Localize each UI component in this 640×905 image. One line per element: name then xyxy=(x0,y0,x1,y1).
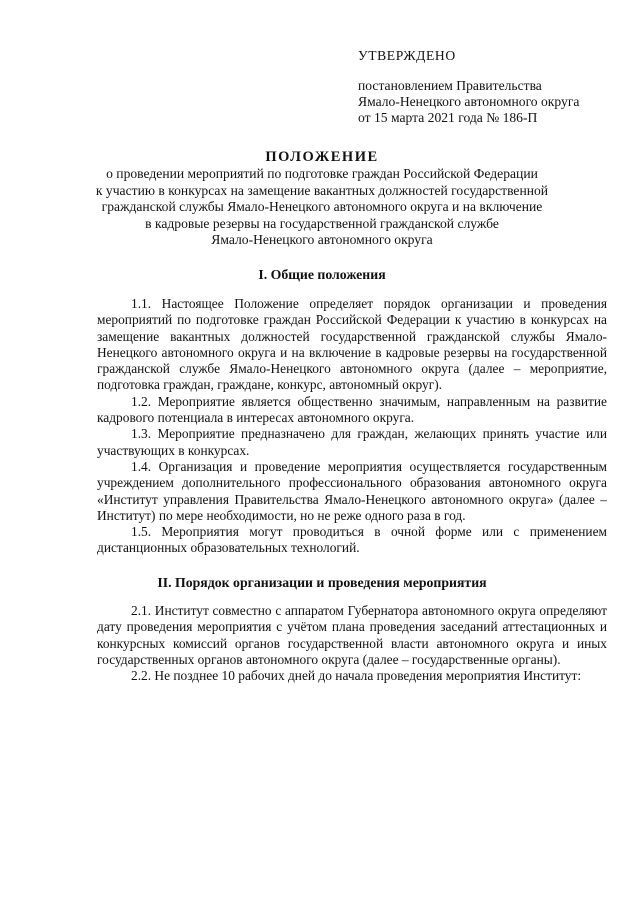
paragraph-2-1: 2.1. Институт совместно с аппаратом Губернатора автономного округа определяют дату проведения мероприятия с учётом плана проведения заседаний аттестационных и конкурсных комиссий органов государственной власти автономного округа и иных государственных органов автономного округа (далее – государственные органы). xyxy=(97,603,607,667)
approval-stamp xyxy=(358,48,608,126)
approval-line: от 15 марта 2021 года № 186-П xyxy=(358,110,538,125)
document-subtitle xyxy=(80,166,564,249)
subtitle-line: о проведении мероприятий по подготовке граждан Российской Федерации xyxy=(106,166,538,181)
paragraph-2-2: 2.2. Не позднее 10 рабочих дней до начала проведения мероприятия Институт: xyxy=(131,668,582,684)
document-title: ПОЛОЖЕНИЕ xyxy=(265,149,379,165)
subtitle-line: Ямало-Ненецкого автономного округа xyxy=(211,232,433,247)
document-title-block xyxy=(80,149,564,249)
paragraph-1-5: 1.5. Мероприятия могут проводиться в очной форме или с применением дистанционных образовательных технологий. xyxy=(97,524,607,556)
section-procedure-body xyxy=(97,603,607,684)
subtitle-line: в кадровые резервы на государственной гражданской службе xyxy=(145,215,499,231)
approval-line: Ямало-Ненецкого автономного округа xyxy=(358,94,580,109)
approved-label: УТВЕРЖДЕНО xyxy=(358,48,456,63)
paragraph-1-3: 1.3. Мероприятие предназначено для граждан, желающих принять участие или участвующих в конкурсах. xyxy=(97,426,607,458)
subtitle-line: к участию в конкурсах на замещение вакантных должностей государственной xyxy=(95,182,549,198)
paragraph-1-1: 1.1. Настоящее Положение определяет порядок организации и проведения мероприятий по подготовке граждан Российской Федерации к участию в конкурсах на замещение вакантных должностей государственной гражданской службы Ямало-Ненецкого автономного округа и на включение в кадровые резервы на государственной гражданской службе Ямало-Ненецкого автономного округа (далее – мероприятие, подготовка граждан, граждане, конкурс, автономный округ). xyxy=(97,296,607,393)
approval-line: постановлением Правительства xyxy=(358,78,542,93)
section-heading-general: I. Общие положения xyxy=(258,267,386,282)
paragraph-1-2: 1.2. Мероприятие является общественно значимым, направленным на развитие кадрового потенциала в интересах автономного округа. xyxy=(97,393,607,426)
section-general-body xyxy=(97,296,607,557)
section-heading-procedure: II. Порядок организации и проведения мероприятия xyxy=(157,575,487,590)
paragraph-1-4: 1.4. Организация и проведение мероприятия осуществляется государственным учреждением дополнительного профессионального образования автономного округа «Институт управления Правительства Ямало-Ненецкого автономного округа» (далее – Институт) по мере необходимости, но не реже одного раза в год. xyxy=(97,458,607,523)
subtitle-line: гражданской службы Ямало-Ненецкого автономного округа и на включение xyxy=(101,199,543,214)
